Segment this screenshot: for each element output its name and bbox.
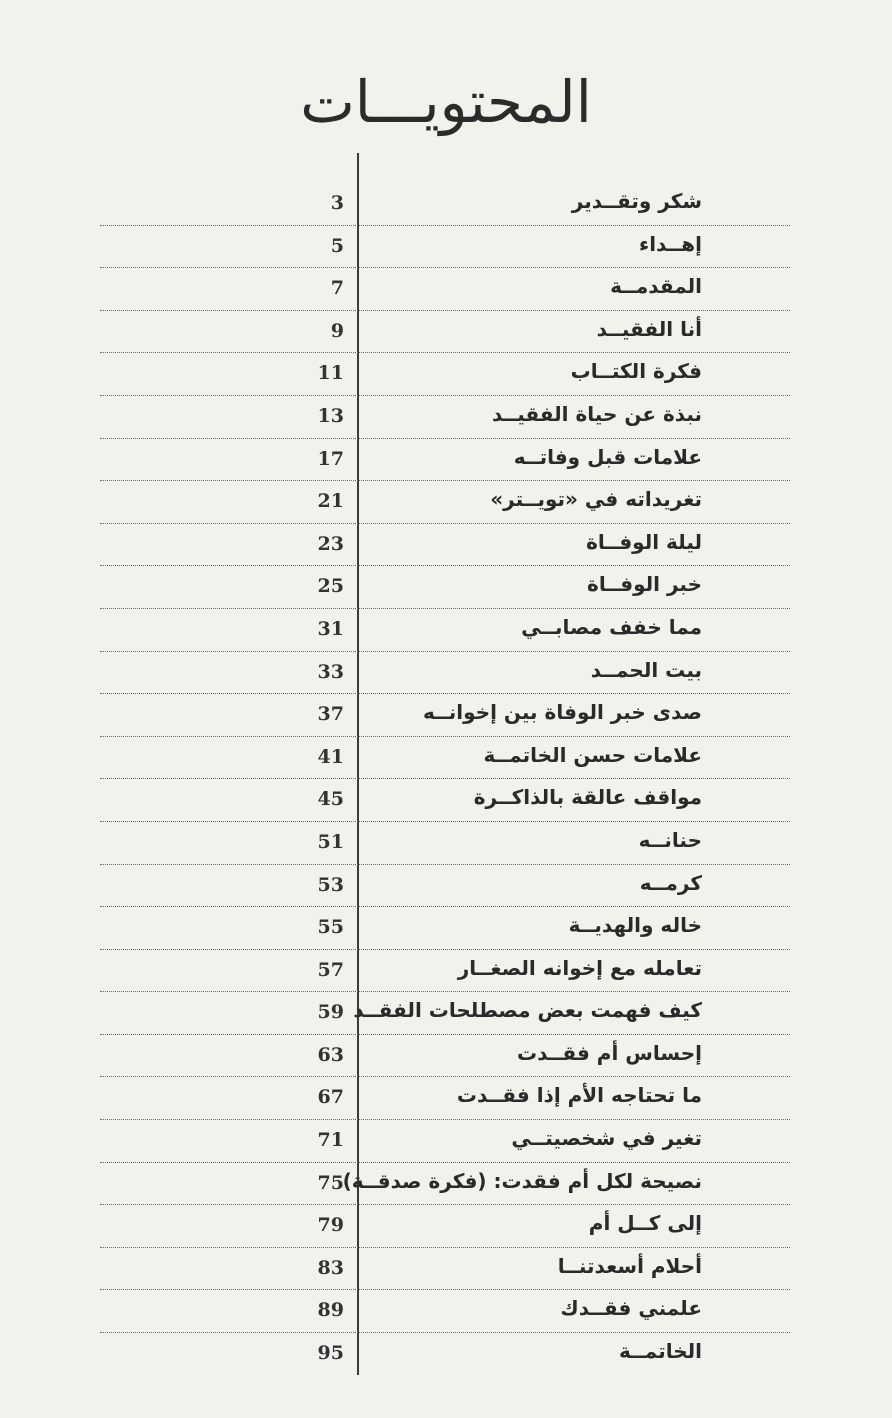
toc-entry <box>100 737 790 780</box>
toc-chapter-title: بيت الحمــد <box>590 657 702 682</box>
toc-entry <box>100 566 790 609</box>
toc-entry <box>100 1333 790 1376</box>
toc-chapter-title: إحساس أم فقــدت <box>517 1040 702 1065</box>
toc-page-number: 63 <box>317 1043 344 1066</box>
toc-page-number: 75 <box>317 1171 344 1194</box>
toc-chapter-title: مما خفف مصابــي <box>521 614 702 639</box>
toc-chapter-title: مواقف عالقة بالذاكــرة <box>473 785 702 810</box>
toc-chapter-title: إلى كــل أم <box>588 1211 702 1236</box>
toc-chapter-title: شكر وتقــدير <box>571 189 702 213</box>
toc-entry <box>100 865 790 908</box>
table-of-contents <box>100 183 790 1376</box>
toc-chapter-title: علامات حسن الخاتمــة <box>483 742 702 767</box>
toc-entry <box>100 694 790 737</box>
toc-page-number: 13 <box>317 404 344 427</box>
toc-entry <box>100 822 790 865</box>
toc-page-number: 23 <box>317 532 344 555</box>
toc-entry <box>100 1163 790 1206</box>
toc-chapter-title: المقدمــة <box>610 274 702 299</box>
toc-entry <box>100 226 790 269</box>
toc-page-number: 55 <box>317 916 344 939</box>
toc-entry <box>100 1205 790 1248</box>
toc-entry <box>100 268 790 311</box>
toc-chapter-title: الخاتمــة <box>618 1339 702 1364</box>
toc-chapter-title: كيف فهمت بعض مصطلحات الفقــد <box>353 998 702 1023</box>
toc-entry <box>100 1248 790 1291</box>
toc-page-number: 9 <box>330 319 344 342</box>
toc-page-number: 5 <box>330 234 344 257</box>
toc-page-number: 57 <box>317 958 344 981</box>
toc-entry <box>100 1077 790 1120</box>
toc-page-number: 95 <box>317 1342 344 1365</box>
toc-entry <box>100 1035 790 1078</box>
toc-entry <box>100 396 790 439</box>
toc-entry <box>100 311 790 354</box>
toc-entry <box>100 524 790 567</box>
toc-entry <box>100 779 790 822</box>
toc-chapter-title: تغير في شخصيتــي <box>511 1126 702 1151</box>
toc-entry <box>100 481 790 524</box>
toc-page-number: 7 <box>330 277 344 300</box>
toc-page-number: 71 <box>317 1129 344 1152</box>
toc-chapter-title: نصيحة لكل أم فقدت: (فكرة صدقــة) <box>342 1168 702 1193</box>
toc-entry <box>100 439 790 482</box>
toc-chapter-title: نبذة عن حياة الفقيــد <box>491 401 702 426</box>
toc-chapter-title: علامات قبل وفاتــه <box>513 444 702 469</box>
toc-page-number: 59 <box>317 1001 344 1024</box>
toc-page-number: 37 <box>317 703 344 726</box>
toc-page-number: 31 <box>317 617 344 640</box>
toc-entry <box>100 1290 790 1333</box>
toc-page-number: 53 <box>317 873 344 896</box>
toc-page-number: 17 <box>317 447 344 470</box>
toc-entry <box>100 353 790 396</box>
toc-chapter-title: أنا الفقيــد <box>596 316 702 341</box>
toc-chapter-title: فكرة الكتــاب <box>570 359 702 384</box>
toc-entry <box>100 652 790 695</box>
page-title: المحتويـــات <box>300 68 592 136</box>
toc-chapter-title: خبر الوفــاة <box>587 572 702 597</box>
toc-chapter-title: أحلام أسعدتنــا <box>557 1253 702 1278</box>
toc-entry <box>100 907 790 950</box>
toc-chapter-title: علمني فقــدك <box>560 1296 702 1321</box>
toc-chapter-title: تعامله مع إخوانه الصغــار <box>457 955 702 980</box>
toc-entry <box>100 1120 790 1163</box>
toc-entry <box>100 992 790 1035</box>
toc-page-number: 21 <box>317 490 344 513</box>
toc-chapter-title: خاله والهديــة <box>568 913 702 938</box>
toc-chapter-title: حنانــه <box>638 827 702 852</box>
toc-page-number: 41 <box>317 745 344 768</box>
toc-page-number: 45 <box>317 788 344 811</box>
toc-entry <box>100 609 790 652</box>
toc-entry <box>100 183 790 226</box>
toc-chapter-title: ما تحتاجه الأم إذا فقــدت <box>456 1083 702 1108</box>
toc-page-number: 83 <box>317 1256 344 1279</box>
toc-page-number: 25 <box>317 575 344 598</box>
toc-page-number: 79 <box>317 1214 344 1237</box>
toc-page-number: 11 <box>317 362 344 385</box>
toc-chapter-title: كرمــه <box>639 870 702 895</box>
toc-chapter-title: إهــداء <box>638 231 702 256</box>
toc-page-number: 67 <box>317 1086 344 1109</box>
toc-entry <box>100 950 790 993</box>
toc-page-number: 3 <box>330 192 344 214</box>
toc-page-number: 33 <box>317 660 344 683</box>
toc-page-number: 89 <box>317 1299 344 1322</box>
toc-chapter-title: صدى خبر الوفاة بين إخوانــه <box>422 700 702 725</box>
toc-page-number: 51 <box>317 830 344 853</box>
toc-chapter-title: ليلة الوفــاة <box>586 529 702 554</box>
toc-chapter-title: تغريداته في «تويــتر» <box>490 487 702 512</box>
